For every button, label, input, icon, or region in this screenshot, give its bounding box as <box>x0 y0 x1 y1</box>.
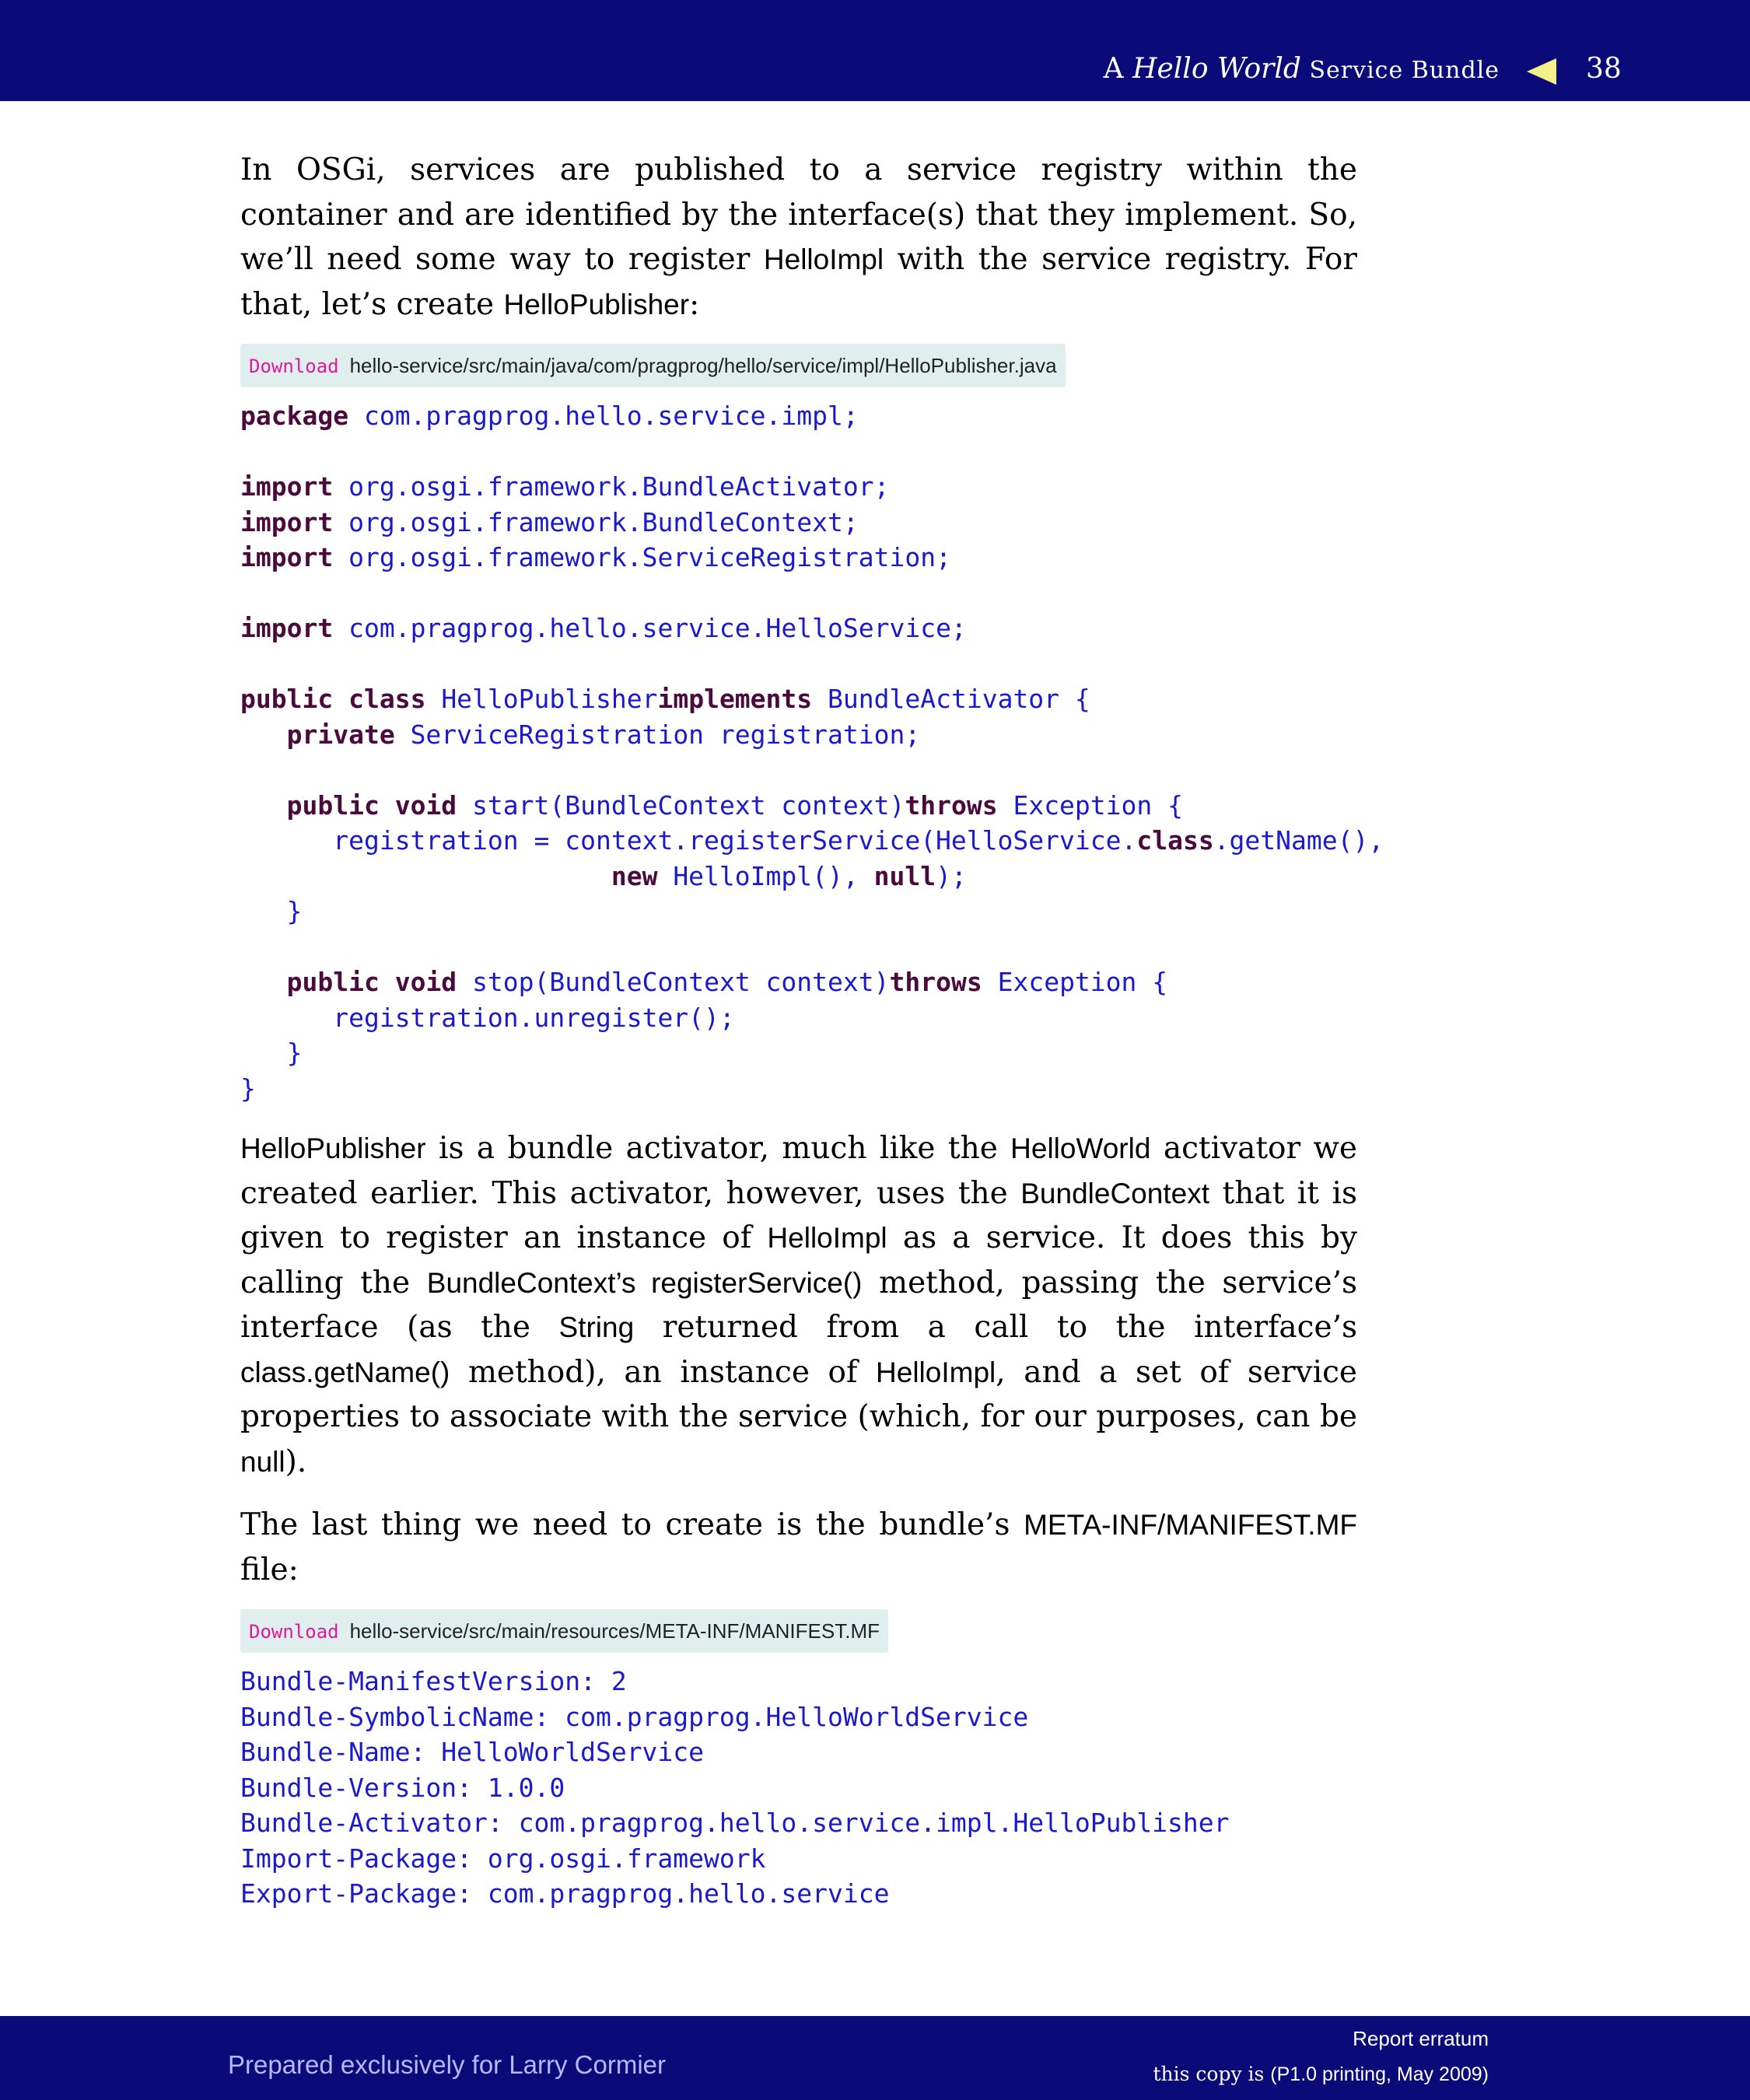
report-erratum-link[interactable]: Report erratum <box>1353 2027 1489 2050</box>
code-text: ); <box>936 860 967 891</box>
printing-info: this copy is (P1.0 printing, May 2009) <box>1153 2063 1489 2085</box>
code-keyword: public <box>286 789 380 821</box>
manifest-line: Import-Package: org.osgi.framework <box>240 1843 766 1874</box>
code-keyword: null <box>873 860 936 891</box>
code-line <box>240 1038 302 1068</box>
code-keyword: new <box>611 860 658 891</box>
code-text: org.osgi.framework.BundleContext; <box>348 506 859 537</box>
code-text: HelloImpl(), <box>673 860 859 891</box>
code-keyword: throws <box>889 967 982 997</box>
code-keyword: import <box>240 506 334 537</box>
paragraph-manifest-intro: The last thing we need to create is the bundle’s META-INF/MANIFEST.MF file: <box>240 1507 1357 1587</box>
paragraph-explanation: HelloPublisher is a bundle activator, much like the HelloWorld activator we created earlier. This activator, however, uses the BundleContext that it is given to register an instance of HelloImpl as a service. It does this by calling the BundleContext’s registerService() method, passing the service’s interface (as the String returned from a call to the interface’s class.getName() method), an instance of HelloImpl, and a set of service properties to associate with the service (which, for our purposes, can be null). <box>240 1131 1357 1479</box>
code-line <box>240 613 967 643</box>
code-line <box>240 790 1183 821</box>
code-text: org.osgi.framework.ServiceRegistration; <box>348 542 951 572</box>
code-line <box>240 542 951 572</box>
running-header <box>0 0 1750 101</box>
download-link[interactable]: Download <box>249 1621 339 1643</box>
code-text: ServiceRegistration registration; <box>410 719 921 750</box>
code-text: com.pragprog.hello.service.impl; <box>363 401 859 431</box>
code-text: Exception { <box>997 967 1168 997</box>
code-line <box>240 684 1090 714</box>
code-text: } <box>286 896 303 926</box>
code-indent <box>240 967 287 997</box>
code-indent <box>240 1038 287 1068</box>
code-indent <box>240 790 287 821</box>
download-bar-hellopublisher[interactable] <box>240 344 1066 387</box>
chapter-section-title: A Hello World Service Bundle <box>1103 53 1500 85</box>
code-keyword: public <box>240 684 334 714</box>
code-listing-manifest <box>240 1664 1357 1912</box>
code-line <box>240 401 859 431</box>
code-line <box>240 1003 735 1033</box>
download-path: hello-service/src/main/resources/META-INF/MANIFEST.MF <box>349 1619 880 1643</box>
code-keyword: import <box>240 613 334 643</box>
code-keyword: package <box>240 401 349 431</box>
code-line <box>240 1073 256 1104</box>
download-path: hello-service/src/main/java/com/pragprog/hello/service/impl/HelloPublisher.java <box>349 354 1057 377</box>
manifest-line: Bundle-Activator: com.pragprog.hello.service.impl.HelloPublisher <box>240 1808 1230 1838</box>
prepared-for-notice: Prepared exclusively for Larry Cormier <box>228 2050 667 2079</box>
manifest-line: Bundle-Version: 1.0.0 <box>240 1772 565 1803</box>
code-text: start(BundleContext context) <box>472 789 905 821</box>
code-text: stop(BundleContext context) <box>472 967 890 997</box>
code-keyword: import <box>240 471 334 502</box>
code-indent <box>240 1003 333 1033</box>
code-text: registration.unregister(); <box>333 1002 735 1033</box>
code-keyword: public <box>286 967 380 997</box>
manifest-line: Export-Package: com.pragprog.hello.service <box>240 1878 890 1909</box>
code-text: .getName(), <box>1213 825 1384 856</box>
code-keyword: class <box>1136 825 1214 856</box>
code-indent <box>240 719 287 750</box>
code-line <box>240 896 302 926</box>
code-keyword: class <box>348 684 426 714</box>
code-line <box>240 507 859 537</box>
code-text: } <box>286 1038 303 1068</box>
code-listing-hellopublisher <box>240 398 1384 1106</box>
code-keyword: void <box>394 967 457 997</box>
code-line <box>240 825 1384 856</box>
code-indent <box>240 825 333 856</box>
code-keyword: implements <box>657 684 813 714</box>
code-text: Exception { <box>1013 789 1183 821</box>
code-line <box>240 967 1167 997</box>
manifest-line: Bundle-Name: HelloWorldService <box>240 1737 705 1767</box>
manifest-line: Bundle-ManifestVersion: 2 <box>240 1666 627 1696</box>
code-text: org.osgi.framework.BundleActivator; <box>348 471 890 502</box>
code-text: HelloPublisher <box>441 684 658 714</box>
code-indent <box>240 896 287 926</box>
previous-page-icon[interactable] <box>1527 58 1556 85</box>
code-line <box>240 861 967 891</box>
code-keyword: import <box>240 542 334 572</box>
code-text: } <box>240 1073 256 1104</box>
page-content <box>240 148 1384 1912</box>
code-text: BundleActivator { <box>828 684 1090 714</box>
code-keyword: void <box>394 789 457 821</box>
download-bar-manifest[interactable] <box>240 1609 888 1653</box>
code-keyword: throws <box>905 789 998 821</box>
page-footer <box>0 2016 1750 2100</box>
download-link[interactable]: Download <box>249 355 339 377</box>
code-text: com.pragprog.hello.service.HelloService; <box>348 613 967 643</box>
code-line <box>240 719 920 750</box>
code-keyword: private <box>286 719 395 750</box>
code-text: registration = context.registerService(HelloService. <box>333 825 1137 856</box>
manifest-line: Bundle-SymbolicName: com.pragprog.HelloWorldService <box>240 1701 1029 1732</box>
paragraph-intro: In OSGi, services are published to a service registry within the container and are identified by the interface(s) that they implement. So, we’ll need some way to register HelloImpl with the service registry. For that, let’s create HelloPublisher: <box>240 152 1357 322</box>
page-number: 38 <box>1586 53 1622 85</box>
code-line <box>240 471 889 502</box>
code-indent <box>240 861 611 891</box>
